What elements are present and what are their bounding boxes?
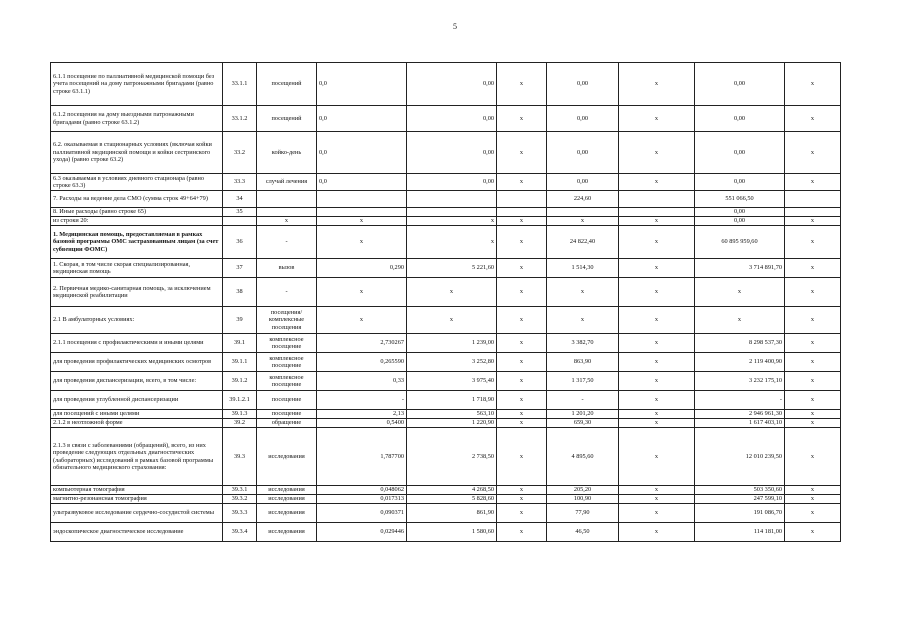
row-col10: x [785, 174, 841, 191]
row-unit: койко-день [257, 132, 317, 174]
row-per-capita: 0,00 [547, 63, 619, 106]
row-code: 39.1.1 [223, 353, 257, 372]
row-per-capita: 0,00 [547, 132, 619, 174]
row-per-capita: - [547, 391, 619, 410]
row-norm: 0,0 [317, 174, 407, 191]
row-code: 39.1.2.1 [223, 391, 257, 410]
row-name: 8. Иные расходы (равно строке 65) [51, 208, 223, 217]
row-per-capita: x [547, 217, 619, 226]
page-number: 5 [453, 22, 457, 31]
row-name: 1. Медицинская помощь, предоставляемая в рамках базовой программы ОМС застрахованным лицам (за счет субвенции ФОМС) [51, 226, 223, 259]
row-col10 [785, 208, 841, 217]
row-per-capita: 863,90 [547, 353, 619, 372]
row-col8: x [619, 372, 695, 391]
row-norm: 0,0 [317, 106, 407, 132]
table-row [51, 174, 841, 191]
table-row [51, 495, 841, 504]
row-cost: 861,90 [407, 504, 497, 523]
row-code: 39.3.1 [223, 486, 257, 495]
row-unit: комплексное посещение [257, 353, 317, 372]
row-unit: комплексное посещение [257, 334, 317, 353]
row-total: 0,00 [695, 106, 785, 132]
row-total: 2 946 961,30 [695, 410, 785, 419]
row-total: 0,00 [695, 208, 785, 217]
row-col6: x [497, 174, 547, 191]
row-per-capita: 24 822,40 [547, 226, 619, 259]
row-col6: x [497, 307, 547, 334]
row-col8: x [619, 391, 695, 410]
row-col8: x [619, 278, 695, 307]
row-unit: - [257, 278, 317, 307]
row-col6: x [497, 372, 547, 391]
row-cost: x [407, 226, 497, 259]
row-name: 6.1.2 посещения на дому выездными патронажными бригадами (равно строке 63.1.2) [51, 106, 223, 132]
row-col6: x [497, 259, 547, 278]
row-col10: x [785, 106, 841, 132]
row-col10: x [785, 523, 841, 542]
row-col10: x [785, 278, 841, 307]
row-col8: x [619, 63, 695, 106]
table-row [51, 106, 841, 132]
row-total: 2 119 400,90 [695, 353, 785, 372]
row-code: 33.3 [223, 174, 257, 191]
table-row [51, 217, 841, 226]
row-per-capita: 1 317,50 [547, 372, 619, 391]
row-cost: 0,00 [407, 63, 497, 106]
table-row [51, 208, 841, 217]
table-row [51, 334, 841, 353]
row-name: 2.1.2 в неотложной форме [51, 419, 223, 428]
row-cost: 1 580,60 [407, 523, 497, 542]
row-unit: исследования [257, 523, 317, 542]
row-code [223, 217, 257, 226]
row-cost: 0,00 [407, 106, 497, 132]
row-col8: x [619, 217, 695, 226]
row-cost: 5 221,60 [407, 259, 497, 278]
row-col10: x [785, 334, 841, 353]
row-code: 35 [223, 208, 257, 217]
row-unit [257, 191, 317, 208]
row-per-capita: x [547, 278, 619, 307]
row-cost: 3 975,40 [407, 372, 497, 391]
row-col10: x [785, 307, 841, 334]
row-unit: обращение [257, 419, 317, 428]
row-name: 6.2. оказываемая в стационарных условиях (включая койки паллиативной медицинской помощи и койки сестринского ухода) (равно строке 63.2) [51, 132, 223, 174]
row-code: 37 [223, 259, 257, 278]
row-norm: 0,265590 [317, 353, 407, 372]
row-col10: x [785, 428, 841, 486]
row-col8: x [619, 132, 695, 174]
row-col8: x [619, 410, 695, 419]
row-col10: x [785, 495, 841, 504]
data-table [50, 62, 841, 542]
row-cost: x [407, 307, 497, 334]
row-cost: 0,00 [407, 132, 497, 174]
row-col10: x [785, 419, 841, 428]
row-per-capita: 4 895,60 [547, 428, 619, 486]
row-col10: x [785, 372, 841, 391]
row-name: компьютерная томография [51, 486, 223, 495]
row-col8 [619, 191, 695, 208]
row-norm [317, 191, 407, 208]
row-cost: x [407, 217, 497, 226]
row-per-capita: 224,60 [547, 191, 619, 208]
row-code: 39.3.2 [223, 495, 257, 504]
table-row [51, 353, 841, 372]
row-per-capita: 205,20 [547, 486, 619, 495]
row-code: 38 [223, 278, 257, 307]
row-norm: x [317, 307, 407, 334]
row-cost: x [407, 278, 497, 307]
table-row [51, 278, 841, 307]
row-norm: x [317, 226, 407, 259]
row-col6: x [497, 419, 547, 428]
row-total: 191 086,70 [695, 504, 785, 523]
row-unit: посещение [257, 410, 317, 419]
row-col8: x [619, 486, 695, 495]
row-norm: 0,5400 [317, 419, 407, 428]
row-unit: комплексное посещение [257, 372, 317, 391]
row-col6: x [497, 334, 547, 353]
row-name: 6.3 оказываемая в условиях дневного стационара (равно строке 63.3) [51, 174, 223, 191]
row-unit: вызов [257, 259, 317, 278]
row-norm: 0,33 [317, 372, 407, 391]
row-unit: - [257, 226, 317, 259]
row-col6 [497, 208, 547, 217]
row-norm: 0,0 [317, 132, 407, 174]
table-row [51, 191, 841, 208]
row-per-capita: 46,50 [547, 523, 619, 542]
row-unit: исследования [257, 504, 317, 523]
row-col8: x [619, 226, 695, 259]
row-col8: x [619, 428, 695, 486]
table-body [51, 63, 841, 542]
row-col6 [497, 191, 547, 208]
row-col6: x [497, 410, 547, 419]
row-col6: x [497, 132, 547, 174]
row-code: 36 [223, 226, 257, 259]
row-total: 12 010 239,50 [695, 428, 785, 486]
row-name: из строки 20: [51, 217, 223, 226]
row-per-capita: 3 382,70 [547, 334, 619, 353]
row-per-capita [547, 208, 619, 217]
row-col6: x [497, 428, 547, 486]
row-name: для проведения профилактических медицинских осмотров [51, 353, 223, 372]
row-total: 3 714 891,70 [695, 259, 785, 278]
row-col8: x [619, 495, 695, 504]
row-name: эндоскопическое диагностическое исследование [51, 523, 223, 542]
row-norm: 2,730267 [317, 334, 407, 353]
row-cost: 4 268,50 [407, 486, 497, 495]
row-unit: случай лечения [257, 174, 317, 191]
row-unit: исследования [257, 486, 317, 495]
row-norm: 0,017313 [317, 495, 407, 504]
row-name: 2.1.1 посещения с профилактическими и иными целями [51, 334, 223, 353]
row-col8: x [619, 419, 695, 428]
row-total: x [695, 307, 785, 334]
row-total: 247 599,10 [695, 495, 785, 504]
row-col6: x [497, 106, 547, 132]
row-cost: 1 220,90 [407, 419, 497, 428]
table-row [51, 132, 841, 174]
table-row [51, 391, 841, 410]
row-total: 1 617 403,10 [695, 419, 785, 428]
row-total: - [695, 391, 785, 410]
row-name: 7. Расходы на ведение дела СМО (сумма строк 49+64+79) [51, 191, 223, 208]
row-cost: 2 738,50 [407, 428, 497, 486]
row-code: 39.1.2 [223, 372, 257, 391]
row-col8: x [619, 307, 695, 334]
table-row [51, 419, 841, 428]
row-name: 2.1 В амбулаторных условиях: [51, 307, 223, 334]
row-col8: x [619, 504, 695, 523]
row-per-capita: 0,00 [547, 174, 619, 191]
row-name: магнитно-резонансная томография [51, 495, 223, 504]
row-code: 34 [223, 191, 257, 208]
row-total: 0,00 [695, 217, 785, 226]
table-row [51, 307, 841, 334]
row-col6: x [497, 217, 547, 226]
row-col8 [619, 208, 695, 217]
row-col8: x [619, 334, 695, 353]
row-unit: посещения/комплексные посещения [257, 307, 317, 334]
row-per-capita: x [547, 307, 619, 334]
row-total: 0,00 [695, 174, 785, 191]
row-unit: посещение [257, 391, 317, 410]
row-col10: x [785, 410, 841, 419]
row-col8: x [619, 106, 695, 132]
table-row [51, 504, 841, 523]
row-name: 2.1.3 в связи с заболеваниями (обращений), всего, из них проведение следующих отдельных диагностических (лабораторных) исследований в рамках базовой программы обязательного медицинского страхования: [51, 428, 223, 486]
row-unit: x [257, 217, 317, 226]
table-row [51, 372, 841, 391]
row-norm: x [317, 278, 407, 307]
row-cost: 0,00 [407, 174, 497, 191]
row-unit: исследования [257, 495, 317, 504]
row-total: 503 350,60 [695, 486, 785, 495]
row-code: 33.1.2 [223, 106, 257, 132]
row-cost: 1 718,90 [407, 391, 497, 410]
row-per-capita: 77,90 [547, 504, 619, 523]
row-norm: 0,290 [317, 259, 407, 278]
row-col10: x [785, 259, 841, 278]
row-norm: 1,787700 [317, 428, 407, 486]
row-name: для посещений с иными целями [51, 410, 223, 419]
table-row [51, 226, 841, 259]
row-col6: x [497, 523, 547, 542]
table-row [51, 410, 841, 419]
row-unit: посещений [257, 106, 317, 132]
row-norm: 2,13 [317, 410, 407, 419]
row-col10: x [785, 226, 841, 259]
row-cost: 5 828,60 [407, 495, 497, 504]
row-col10: x [785, 486, 841, 495]
row-name: 1. Скорая, в том числе скорая специализированная, медицинская помощь [51, 259, 223, 278]
row-code: 39.1 [223, 334, 257, 353]
row-col10 [785, 191, 841, 208]
row-col6: x [497, 278, 547, 307]
row-cost: 563,10 [407, 410, 497, 419]
row-col8: x [619, 353, 695, 372]
row-total: 60 895 959,60 [695, 226, 785, 259]
row-col6: x [497, 226, 547, 259]
row-unit: посещений [257, 63, 317, 106]
row-cost [407, 208, 497, 217]
row-col6: x [497, 391, 547, 410]
row-code: 33.1.1 [223, 63, 257, 106]
row-per-capita: 100,90 [547, 495, 619, 504]
row-per-capita: 0,00 [547, 106, 619, 132]
row-total: 3 232 175,10 [695, 372, 785, 391]
row-col6: x [497, 495, 547, 504]
row-norm [317, 208, 407, 217]
row-col10: x [785, 353, 841, 372]
row-per-capita: 1 201,20 [547, 410, 619, 419]
row-code: 39.3.4 [223, 523, 257, 542]
row-cost [407, 191, 497, 208]
row-col8: x [619, 259, 695, 278]
row-norm: 0,048062 [317, 486, 407, 495]
row-code: 39.3 [223, 428, 257, 486]
row-col10: x [785, 132, 841, 174]
row-code: 39.3.3 [223, 504, 257, 523]
row-norm: - [317, 391, 407, 410]
row-unit [257, 208, 317, 217]
row-per-capita: 1 514,30 [547, 259, 619, 278]
table-row [51, 259, 841, 278]
row-norm: 0,029446 [317, 523, 407, 542]
row-norm: x [317, 217, 407, 226]
row-name: для проведения углубленной диспансеризации [51, 391, 223, 410]
table-row [51, 63, 841, 106]
row-col10: x [785, 504, 841, 523]
row-col10: x [785, 391, 841, 410]
row-name: для проведения диспансеризации, всего, в том числе: [51, 372, 223, 391]
row-col8: x [619, 174, 695, 191]
row-col6: x [497, 486, 547, 495]
row-norm: 0,0 [317, 63, 407, 106]
row-unit: исследования [257, 428, 317, 486]
row-code: 39 [223, 307, 257, 334]
row-name: 2. Первичная медико-санитарная помощь, за исключением медицинской реабилитации [51, 278, 223, 307]
table-row [51, 523, 841, 542]
row-col8: x [619, 523, 695, 542]
row-col6: x [497, 353, 547, 372]
table-row [51, 486, 841, 495]
row-total: 8 298 537,30 [695, 334, 785, 353]
row-col6: x [497, 504, 547, 523]
row-name: ультразвуковое исследование сердечно-сосудистой системы [51, 504, 223, 523]
row-code: 39.2 [223, 419, 257, 428]
row-total: 551 066,50 [695, 191, 785, 208]
row-col6: x [497, 63, 547, 106]
row-name: 6.1.1 посещение по паллиативной медицинской помощи без учета посещений на дому патронажными бригадами (равно строке 63.1.1) [51, 63, 223, 106]
row-cost: 1 239,00 [407, 334, 497, 353]
row-cost: 3 252,80 [407, 353, 497, 372]
row-total: 0,00 [695, 132, 785, 174]
row-code: 33.2 [223, 132, 257, 174]
row-col10: x [785, 217, 841, 226]
table-row [51, 428, 841, 486]
row-col10: x [785, 63, 841, 106]
row-total: 0,00 [695, 63, 785, 106]
row-code: 39.1.3 [223, 410, 257, 419]
row-per-capita: 659,30 [547, 419, 619, 428]
row-total: x [695, 278, 785, 307]
row-total: 114 181,00 [695, 523, 785, 542]
row-norm: 0,090371 [317, 504, 407, 523]
